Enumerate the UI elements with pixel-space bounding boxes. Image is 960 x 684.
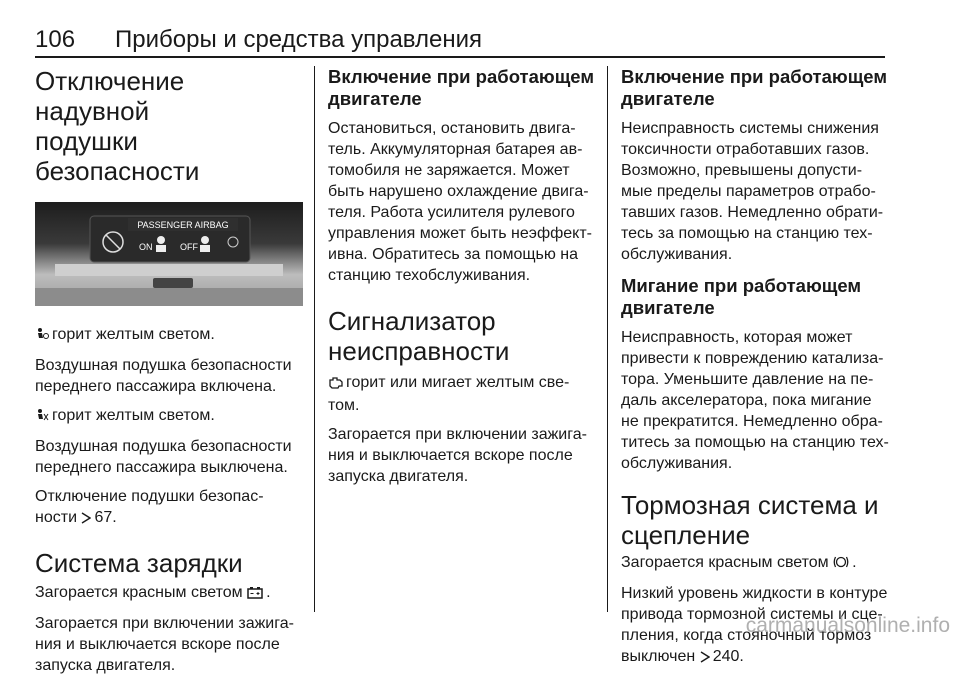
text-line: Воздушная подушка безопасности <box>35 438 292 455</box>
paragraph <box>35 355 303 397</box>
text-line: тесь за помощью на станцию тех- <box>621 225 873 242</box>
text-line: Воздушная подушка безопасности <box>35 357 292 374</box>
text: горит желтым светом. <box>52 407 215 424</box>
text-line: станцию техобслуживания. <box>328 267 531 284</box>
column-3 <box>621 66 889 677</box>
reference-arrow-icon <box>700 648 710 669</box>
text: . <box>852 554 857 571</box>
text-line: обслуживания. <box>621 246 733 263</box>
photo-banner-text: PASSENGER AIRBAG <box>137 220 229 230</box>
column-divider-2 <box>607 66 608 612</box>
text: выключен <box>621 648 696 665</box>
paragraph <box>328 372 596 416</box>
text-line: титесь за помощью на станцию тех- <box>621 434 889 451</box>
airbag-on-icon <box>35 326 49 347</box>
text: ности <box>35 509 77 526</box>
text: Загорается красным светом <box>621 554 829 571</box>
text-line: том. <box>328 397 360 414</box>
page-reference: 240. <box>712 648 744 665</box>
airbag-panel-photo <box>35 202 303 306</box>
heading-line: Отключение надувной <box>35 66 185 126</box>
text-line: томобиля не заряжается. Может <box>328 162 570 179</box>
brake-icon <box>833 554 849 575</box>
text-line: Отключение подушки безопас- <box>35 488 264 505</box>
photo-on-label: ON <box>139 242 153 252</box>
heading-line: сцепление <box>621 520 751 550</box>
text-line: не прекратится. Немедленно обра- <box>621 413 883 430</box>
paragraph <box>35 582 303 605</box>
paragraph <box>35 613 303 676</box>
column-2 <box>328 66 596 495</box>
text-line: токсичности отработавших газов. <box>621 141 870 158</box>
section-heading-malfunction <box>328 306 596 366</box>
text-line: обслуживания. <box>621 455 733 472</box>
text-line: привода тормозной системы и сце- <box>621 606 883 623</box>
paragraph <box>621 118 889 265</box>
text-line: запуска двигателя. <box>35 657 176 674</box>
text-line <box>328 372 596 395</box>
text-line: ния и выключается вскоре после <box>328 447 573 464</box>
paragraph <box>328 118 596 286</box>
column-divider-1 <box>314 66 315 612</box>
text-line <box>35 507 303 530</box>
text-line: запуска двигателя. <box>328 468 469 485</box>
text-line: даль акселератора, пока мигание <box>621 392 872 409</box>
subheading <box>621 275 889 319</box>
text-line: тора. Уменьшите давление на пе- <box>621 371 874 388</box>
text-line: тавших газов. Немедленно обрати- <box>621 204 884 221</box>
text-line: теля. Работа усилителя рулевого <box>328 204 575 221</box>
battery-icon <box>247 584 263 605</box>
paragraph <box>35 324 303 347</box>
engine-icon <box>328 374 343 395</box>
reference-arrow-icon <box>81 509 91 530</box>
heading-line: подушки безопасности <box>35 126 200 186</box>
heading-line: Сигнализатор <box>328 306 496 336</box>
heading-line: двигателе <box>621 297 715 318</box>
heading-line: Включение при работающем <box>328 66 595 87</box>
paragraph <box>35 486 303 530</box>
text-line: Низкий уровень жидкости в контуре <box>621 585 888 602</box>
heading-line: двигателе <box>621 88 715 109</box>
text: Загорается красным светом <box>35 584 243 601</box>
text-line: Загорается при включении зажига- <box>328 426 587 443</box>
paragraph <box>328 424 596 487</box>
text-line: привести к повреждению катализа- <box>621 350 884 367</box>
heading-line: двигателе <box>328 88 422 109</box>
text: горит или мигает желтым све- <box>346 374 570 391</box>
text-line: Неисправность системы снижения <box>621 120 879 137</box>
section-heading-airbag <box>35 66 303 186</box>
watermark: carmanualsonline.info <box>745 614 950 637</box>
heading-line: неисправности <box>328 336 510 366</box>
text: горит желтым светом. <box>52 326 215 343</box>
heading-line: Тормозная система и <box>621 490 879 520</box>
header-rule <box>35 56 885 58</box>
subheading <box>621 66 889 110</box>
page-header <box>35 20 885 54</box>
text-line: быть нарушено охлаждение двига- <box>328 183 589 200</box>
column-1 <box>35 66 303 684</box>
photo-off-label: OFF <box>180 242 198 252</box>
text-line: ивна. Обратитесь за помощью на <box>328 246 579 263</box>
text: . <box>266 584 271 601</box>
text-line: тель. Аккумуляторная батарея ав- <box>328 141 583 158</box>
text-line: переднего пассажира включена. <box>35 378 277 395</box>
heading-line: Включение при работающем <box>621 66 888 87</box>
text-line: переднего пассажира выключена. <box>35 459 288 476</box>
text-line: управления может быть неэффект- <box>328 225 593 242</box>
heading-line: Мигание при работающем <box>621 275 862 296</box>
airbag-off-icon <box>35 407 49 428</box>
paragraph <box>35 436 303 478</box>
subheading <box>328 66 596 110</box>
page-number: 106 <box>35 26 76 53</box>
paragraph <box>35 405 303 428</box>
text-line: Возможно, превышены допусти- <box>621 162 863 179</box>
text-line: пления, когда стояночный тормоз <box>621 627 872 644</box>
page-header-title: Приборы и средства управления <box>115 26 482 53</box>
text-line: ния и выключается вскоре после <box>35 636 280 653</box>
paragraph <box>621 552 889 575</box>
text-line <box>621 646 889 669</box>
page-reference: 67. <box>94 509 117 526</box>
section-heading-brakes <box>621 490 889 550</box>
text-line: Неисправность, которая может <box>621 329 853 346</box>
text-line: Остановиться, остановить двига- <box>328 120 576 137</box>
text-line: мые пределы параметров отрабо- <box>621 183 876 200</box>
paragraph <box>621 327 889 474</box>
section-heading-charging: Система зарядки <box>35 548 243 578</box>
text-line: Загорается при включении зажига- <box>35 615 294 632</box>
